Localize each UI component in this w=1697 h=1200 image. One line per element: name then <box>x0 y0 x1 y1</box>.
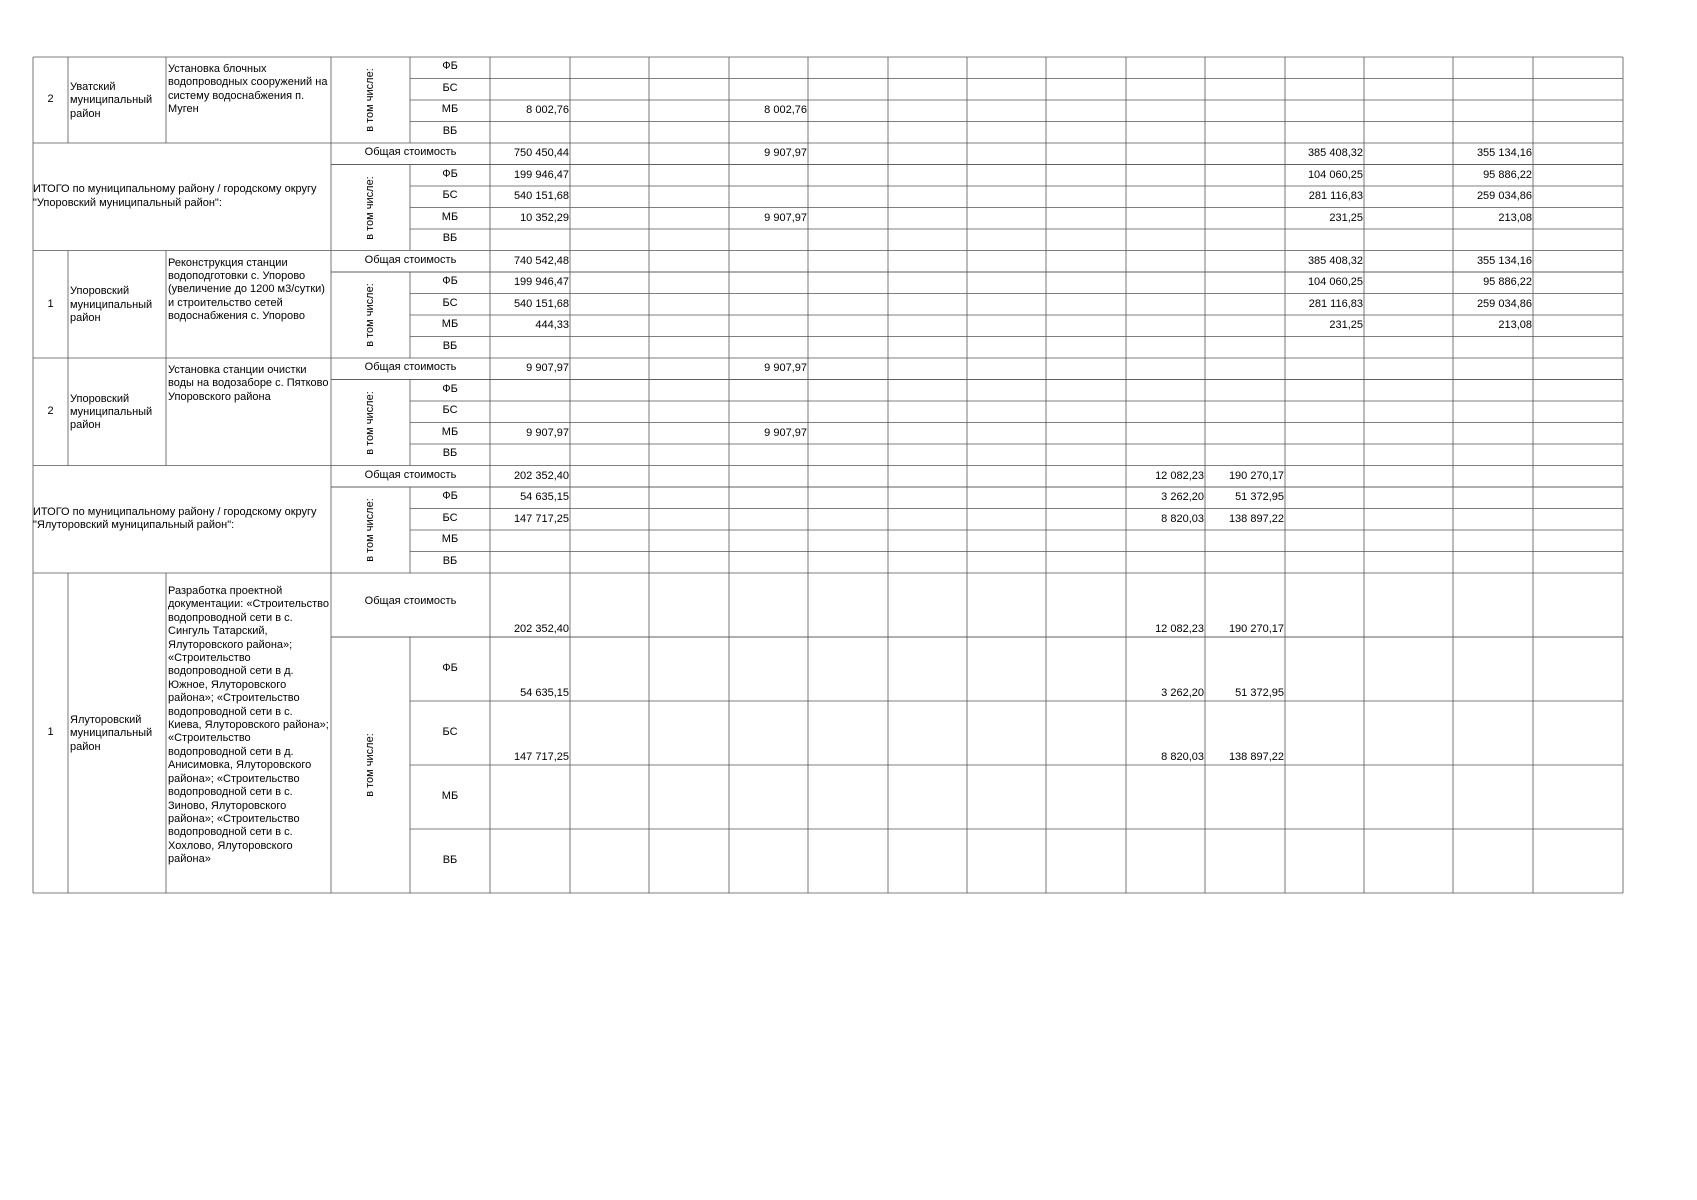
total-cost-value: 12 082,23 <box>1155 622 1204 635</box>
cell-value: 281 116,83 <box>1308 190 1363 203</box>
total-cost-value: 9 907,97 <box>764 362 807 375</box>
fund-label: МБ <box>441 425 459 438</box>
fund-label: ФБ <box>442 167 458 180</box>
cell-value: 95 886,22 <box>1483 168 1532 181</box>
including-vertical-label: в том числе: <box>363 68 376 132</box>
fund-label: БС <box>442 726 458 739</box>
fund-label: ВБ <box>442 554 458 567</box>
total-cost-value: 9 907,97 <box>764 147 807 160</box>
cell-value: 138 897,22 <box>1228 512 1284 525</box>
row-number: 1 <box>47 297 54 310</box>
cell-value: 138 897,22 <box>1228 750 1284 763</box>
total-cost-value: 385 408,32 <box>1307 147 1363 160</box>
cell-value: 213,08 <box>1498 211 1532 224</box>
fund-label: МБ <box>441 533 459 545</box>
cell-value: 9 907,97 <box>764 426 807 439</box>
cell-value: 540 151,68 <box>513 297 569 310</box>
total-cost-value: 9 907,97 <box>526 362 569 375</box>
cell-value: 213,08 <box>1498 319 1532 332</box>
including-vertical-label: в том числе: <box>363 498 376 562</box>
cell-value: 8 002,76 <box>526 104 569 117</box>
cell-value: 259 034,86 <box>1476 297 1532 310</box>
fund-label: ВБ <box>442 124 458 137</box>
project-name: Установка станции очистки воды на водозаборе с. Пятково Упоровского района <box>168 364 329 403</box>
budget-table <box>33 57 1640 903</box>
cell-value: 95 886,22 <box>1483 276 1532 289</box>
cell-value: 540 151,68 <box>513 190 569 203</box>
total-cost-value: 12 082,23 <box>1155 469 1204 482</box>
total-cost-value: 385 408,32 <box>1307 254 1363 267</box>
cell-value: 8 820,03 <box>1161 750 1204 763</box>
cell-value: 199 946,47 <box>513 168 569 181</box>
fund-label: МБ <box>441 210 459 223</box>
including-vertical-label: в том числе: <box>363 283 376 347</box>
including-vertical-label: в том числе: <box>363 733 376 797</box>
total-cost-label: Общая стоимость <box>364 253 457 266</box>
fund-label: БС <box>442 189 458 201</box>
fund-label: МБ <box>441 103 459 115</box>
fund-label: ФБ <box>442 662 458 675</box>
subtotal-title: ИТОГО по муниципальному району / городскому округу "Упоровский муниципальный район": <box>33 183 317 209</box>
cell-value: 199 946,47 <box>513 276 569 289</box>
row-number: 2 <box>47 405 54 418</box>
fund-label: ВБ <box>442 854 458 867</box>
cell-value: 9 907,97 <box>526 426 569 439</box>
district-name: Упоровский муниципальный район <box>70 285 153 324</box>
total-cost-value: 355 134,16 <box>1476 147 1532 160</box>
including-vertical-label: в том числе: <box>363 390 376 455</box>
district-name: Упоровский муниципальный район <box>70 392 153 432</box>
total-cost-value: 202 352,40 <box>513 622 569 635</box>
fund-label: БС <box>442 81 458 94</box>
cell-value: 9 907,97 <box>764 211 807 224</box>
cell-value: 10 352,29 <box>520 211 569 224</box>
cell-value: 51 372,95 <box>1235 491 1284 504</box>
cell-value: 54 635,15 <box>520 491 569 504</box>
cell-value: 147 717,25 <box>513 512 569 525</box>
total-cost-value: 190 270,17 <box>1228 469 1284 482</box>
fund-label: ВБ <box>442 447 458 459</box>
total-cost-label: Общая стоимость <box>364 595 457 607</box>
total-cost-label: Общая стоимость <box>364 361 457 373</box>
cell-value: 8 002,76 <box>764 104 807 117</box>
cell-value: 104 060,25 <box>1307 168 1363 181</box>
project-name: Установка блочных водопроводных сооружений на систему водоснабжения п. Муген <box>168 63 328 116</box>
fund-label: ВБ <box>442 339 458 352</box>
total-cost-value: 202 352,40 <box>513 469 569 482</box>
project-name: Реконструкция станции водоподготовки с. Упорово (увеличение до 1200 м3/сутки) и строительство сетей водоснабжения с. Упорово <box>168 256 325 323</box>
cell-value: 54 635,15 <box>520 686 569 699</box>
cell-value: 3 262,20 <box>1161 686 1204 699</box>
district-name: Ялуторовский муниципальный район <box>70 713 153 753</box>
fund-label: ФБ <box>442 275 458 287</box>
total-cost-value: 750 450,44 <box>513 147 569 160</box>
total-cost-value: 190 270,17 <box>1228 622 1284 635</box>
total-cost-value: 740 542,48 <box>513 254 569 267</box>
fund-label: ФБ <box>442 382 458 395</box>
cell-value: 231,25 <box>1329 211 1363 224</box>
fund-label: ВБ <box>442 232 458 244</box>
cell-value: 8 820,03 <box>1161 512 1204 525</box>
total-cost-label: Общая стоимость <box>364 468 457 481</box>
fund-label: МБ <box>441 790 459 803</box>
total-cost-value: 355 134,16 <box>1476 254 1532 267</box>
cell-value: 3 262,20 <box>1161 491 1204 504</box>
cell-value: 104 060,25 <box>1307 276 1363 289</box>
fund-label: МБ <box>441 318 459 330</box>
subtotal-title: ИТОГО по муниципальному району / городскому округу "Ялуторовский муниципальный район": <box>33 505 317 532</box>
cell-value: 51 372,95 <box>1235 686 1284 699</box>
cell-value: 259 034,86 <box>1476 190 1532 203</box>
row-number: 2 <box>47 93 54 106</box>
row-number: 1 <box>47 726 54 739</box>
total-cost-label: Общая стоимость <box>364 146 457 158</box>
cell-value: 231,25 <box>1329 319 1363 332</box>
fund-label: БС <box>442 404 458 416</box>
cell-value: 281 116,83 <box>1308 297 1363 310</box>
cell-value: 444,33 <box>535 319 569 332</box>
district-name: Уватский муниципальный район <box>70 80 153 120</box>
including-vertical-label: в том числе: <box>363 175 376 240</box>
cell-value: 147 717,25 <box>513 750 569 763</box>
project-name: Разработка проектной документации: «Строительство водопроводной сети в с. Сингуль Татарский, Ялуторовского района»; «Строительство водопроводной сети в д. Южное, Ялуторовского района»; «Строительство водопроводной сети в с. Киева, Ялуторовского района»; «Строительство водопроводной сети в д. Анисимовка, Ялуторовского района»; «Строительство водопроводной сети в с. Зиново, Ялуторовского района»; «Строительство водопроводной сети в с. Хохлово, Ялуторовского района» <box>168 585 330 866</box>
fund-label: ФБ <box>442 60 458 72</box>
fund-label: ФБ <box>442 490 458 502</box>
fund-label: БС <box>442 296 458 309</box>
fund-label: БС <box>442 511 458 524</box>
